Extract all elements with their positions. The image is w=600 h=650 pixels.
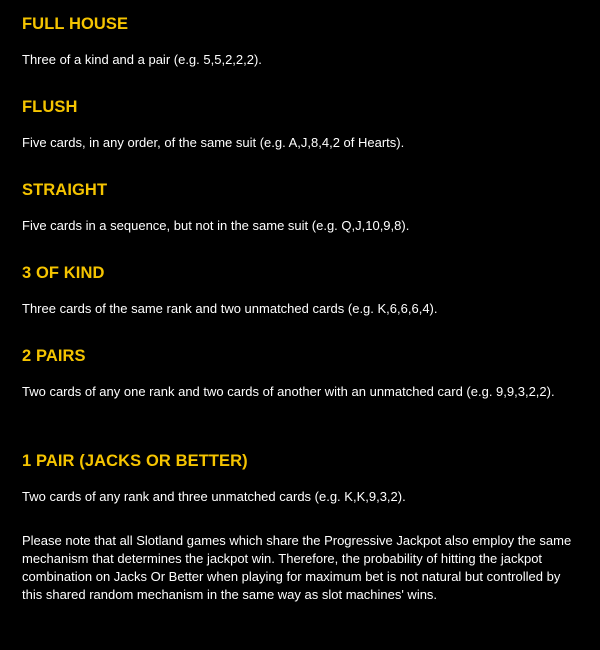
hand-title: STRAIGHT — [22, 181, 108, 199]
hand-title: 3 OF KIND — [22, 264, 105, 282]
hand-description: Three cards of the same rank and two unmatched cards (e.g. K,6,6,6,4). — [22, 301, 438, 316]
hand-section-three-of-kind — [22, 263, 580, 318]
hand-title: 2 PAIRS — [22, 347, 86, 365]
hand-section-straight — [22, 180, 580, 235]
hand-description: Two cards of any rank and three unmatched cards (e.g. K,K,9,3,2). — [22, 489, 406, 504]
hand-title: 1 PAIR (JACKS OR BETTER) — [22, 452, 248, 470]
hand-description: Three of a kind and a pair (e.g. 5,5,2,2,2). — [22, 52, 262, 67]
jackpot-note: Please note that all Slotland games which share the Progressive Jackpot also employ the same mechanism that determines the jackpot win. Therefore, the probability of hitting the jackpot combination on Jacks Or Better when playing for maximum bet is not natural but controlled by this shared random mechanism in the same way as slot machines' wins. — [22, 533, 572, 602]
hand-title: FLUSH — [22, 98, 78, 116]
hand-description: Five cards in a sequence, but not in the same suit (e.g. Q,J,10,9,8). — [22, 218, 410, 233]
hand-section-one-pair — [22, 451, 580, 506]
hand-section-two-pairs — [22, 346, 580, 401]
hand-description: Two cards of any one rank and two cards of another with an unmatched card (e.g. 9,9,3,2,2). — [22, 384, 555, 399]
hand-description: Five cards, in any order, of the same suit (e.g. A,J,8,4,2 of Hearts). — [22, 135, 405, 150]
hand-section-full-house — [22, 14, 580, 69]
hand-section-flush — [22, 97, 580, 152]
hand-title: FULL HOUSE — [22, 15, 129, 33]
